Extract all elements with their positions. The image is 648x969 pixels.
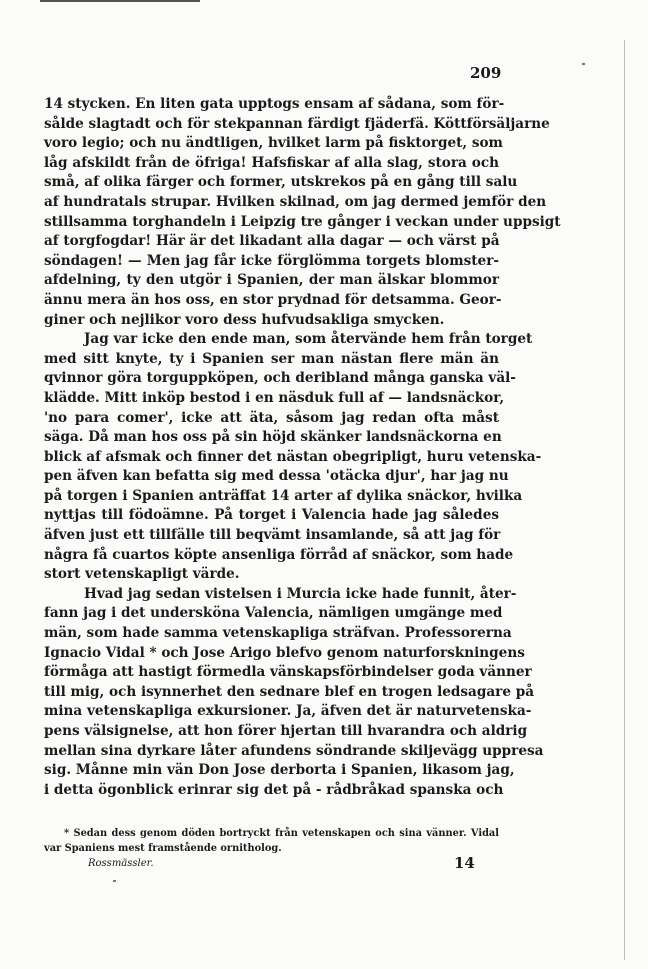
- text-line: låg afskildt från de öfriga! Hafsfiskar af alla slag, stora och: [44, 154, 499, 171]
- text-line: 'no para comer', icke att äta, såsom jag redan ofta måst: [44, 409, 499, 426]
- text-line: giner och nejlikor voro dess hufvudsakliga smycken.: [44, 311, 445, 328]
- text-line: söndagen! — Men jag får icke förglömma torgets blomster-: [44, 252, 499, 269]
- text-line: nyttjas till födoämne. På torget i Valencia hade jag således: [44, 507, 499, 524]
- text-line: i detta ögonblick erinrar sig det på - rådbråkad spanska och: [44, 781, 504, 798]
- text-line: till mig, och isynnerhet den sednare blef en trogen ledsagare på: [44, 683, 535, 700]
- text-line: fann jag i det undersköna Valencia, nämligen umgänge med: [44, 605, 503, 622]
- text-line: qvinnor göra torguppköpen, och deribland många ganska väl-: [44, 370, 516, 387]
- text-line: pens välsignelse, att hon förer hjertan till hvarandra och aldrig: [44, 723, 528, 739]
- text-line: stillsamma torghandeln i Leipzig tre gånger i veckan under uppsigt: [44, 213, 561, 230]
- text-line: afdelning, ty den utgör i Spanien, der man älskar blommor: [44, 272, 499, 289]
- text-line: Ignacio Vidal * och Jose Arigo blefvo genom naturforskningens: [44, 644, 525, 661]
- footer-author: Rossmässler.: [88, 858, 154, 869]
- text-line: blick af afsmak och finner det nästan obegripligt, huru vetenska-: [44, 448, 542, 465]
- text-line: äfven just ett tillfälle till beqvämt insamlande, så att jag för: [44, 527, 501, 544]
- scan-speck: [582, 63, 585, 65]
- text-line: voro legio; och nu ändtligen, hvilket larm på fisktorget, som: [44, 135, 503, 152]
- text-line: sig. Månne min vän Don Jose derborta i Spanien, likasom jag,: [44, 762, 515, 779]
- text-line: säga. Då man hos oss på sin höjd skänker landsnäckorna en: [44, 429, 502, 446]
- text-line: ännu mera än hos oss, en stor prydnad för detsamma. Geor-: [44, 291, 502, 308]
- text-line: mellan sina dyrkare låter afundens söndrande skiljevägg uppresa: [44, 742, 544, 759]
- text-line: små, af olika färger och former, utskrekos på en gång till salu: [44, 174, 518, 191]
- text-line: sålde slagtadt och för stekpannan färdigt fjäderfä. Köttförsäljarne: [44, 115, 550, 132]
- top-scan-mark: [40, 0, 200, 2]
- page-number: 209: [470, 64, 502, 82]
- text-line: mina vetenskapliga exkursioner. Ja, äfven det är naturvetenska-: [44, 703, 532, 720]
- text-line: på torgen i Spanien anträffat 14 arter af dylika snäckor, hvilka: [44, 487, 523, 504]
- text-line: 14 stycken. En liten gata upptogs ensam af sådana, som för-: [44, 96, 505, 112]
- text-line: förmåga att hastigt förmedla vänskapsförbindelser goda vänner: [44, 664, 532, 681]
- page-edge-line: [624, 40, 625, 960]
- footnote-line: * Sedan dess genom döden bortryckt från vetenskapen och sina vänner. Vidal: [64, 828, 499, 839]
- text-line: med sitt knyte, ty i Spanien ser man nästan flere män än: [44, 350, 499, 367]
- text-line: män, som hade samma vetenskapliga sträfvan. Professorerna: [44, 625, 512, 642]
- text-line: af torgfogdar! Här är det likadant alla dagar — och värst på: [44, 233, 500, 250]
- text-line: pen äfven kan befatta sig med dessa 'otäcka djur', har jag nu: [44, 468, 509, 485]
- footnote: [44, 826, 499, 856]
- footnote-line: var Spaniens mest framstående ornitholog.: [44, 843, 282, 854]
- body-text: [44, 95, 561, 800]
- text-line: några få cuartos köpte ansenliga förråd af snäckor, som hade: [44, 546, 514, 563]
- scan-speck: [113, 880, 116, 882]
- text-line: Hvad jag sedan vistelsen i Murcia icke hade funnit, åter-: [84, 585, 517, 602]
- text-line: af hundratals strupar. Hvilken skilnad, om jag dermed jemför den: [44, 193, 547, 210]
- text-line: Jag var icke den ende man, som återvände hem från torget: [84, 331, 533, 348]
- text-line: klädde. Mitt inköp bestod i en näsduk full af — landsnäckor,: [44, 389, 505, 406]
- signature-mark: 14: [454, 854, 475, 872]
- text-line: stort vetenskapligt värde.: [44, 566, 240, 583]
